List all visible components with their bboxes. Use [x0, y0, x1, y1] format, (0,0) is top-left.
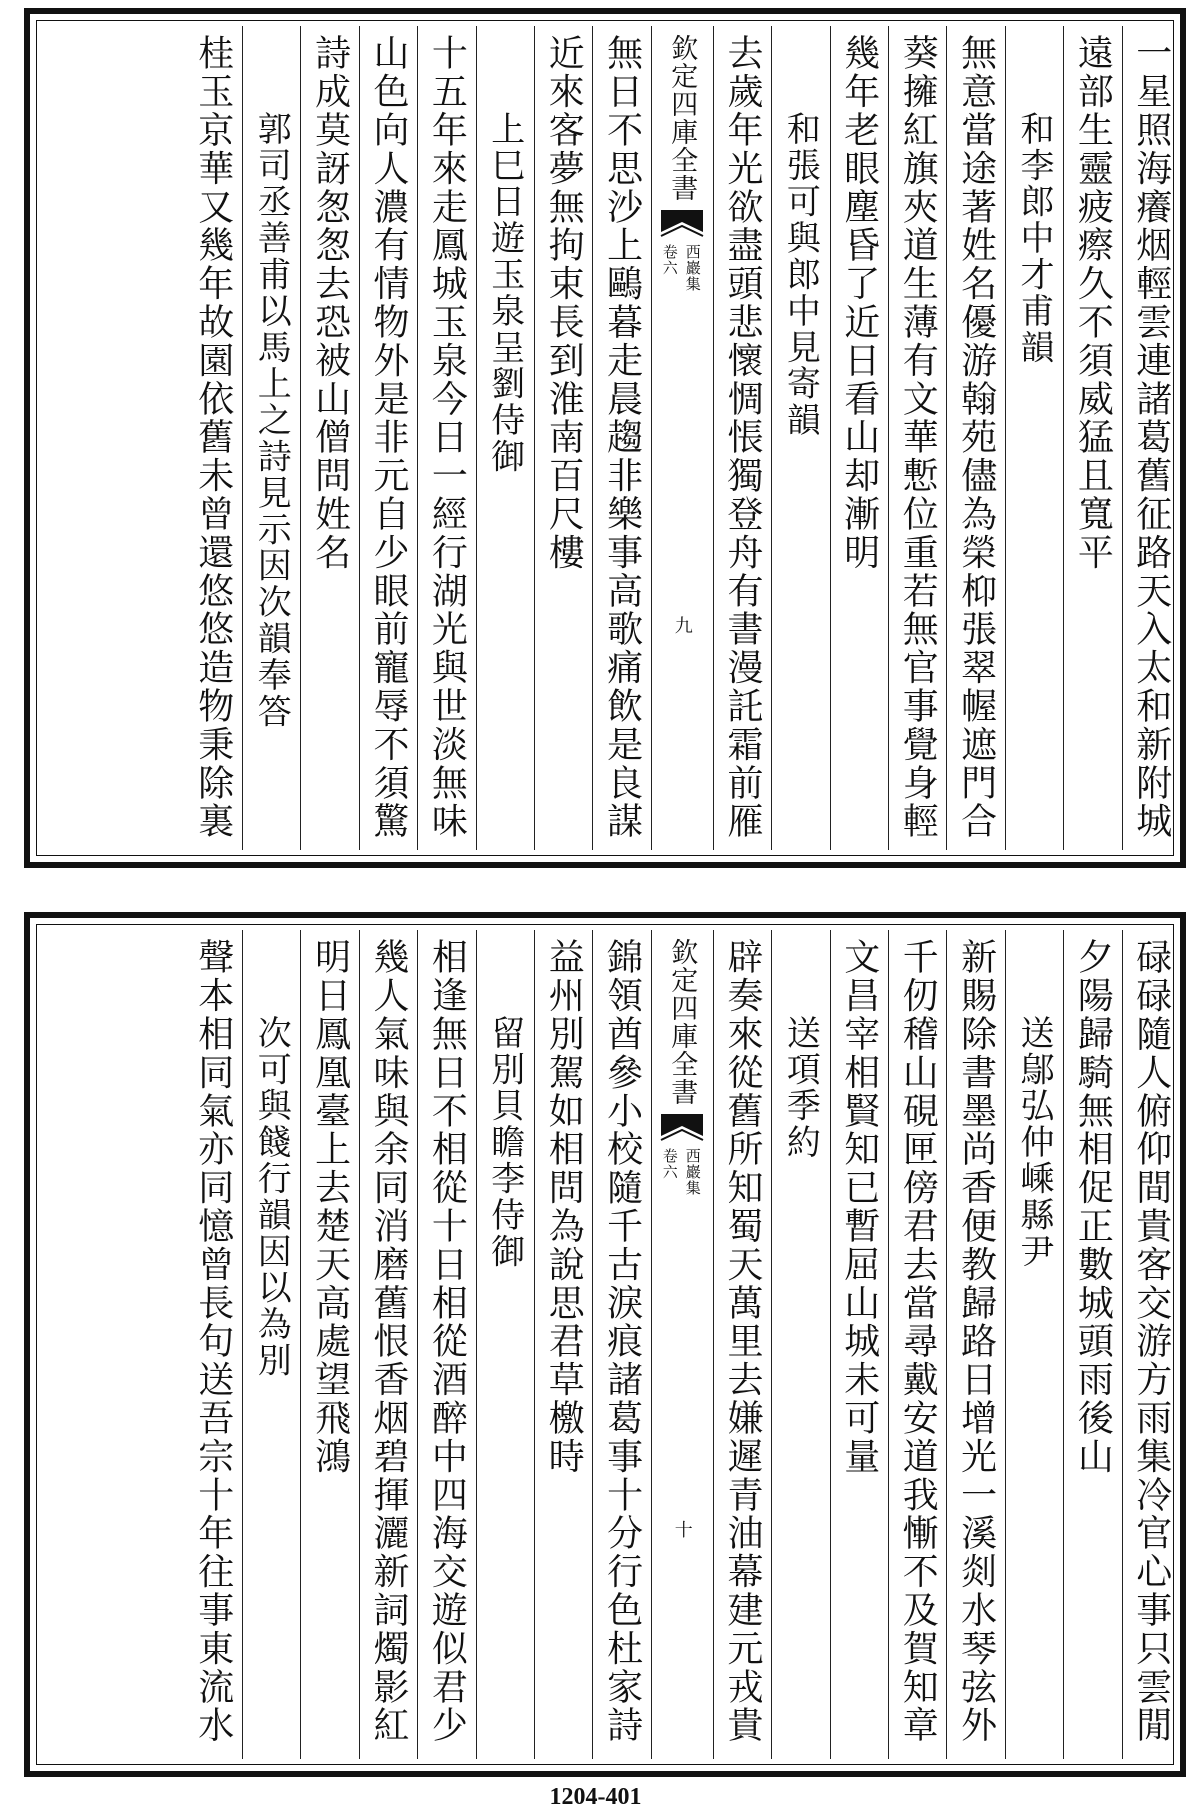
- column-rule: [359, 26, 360, 850]
- text-column-left-6: [300, 26, 358, 850]
- column-rule: [771, 26, 772, 850]
- column-rule: [830, 930, 831, 1759]
- column-rule: [771, 930, 772, 1759]
- column-rule: [534, 930, 535, 1759]
- book-title: 西巖集: [683, 1148, 702, 1196]
- text-column-right-2: [1063, 26, 1121, 850]
- column-rule: [592, 26, 593, 850]
- column-rule: [359, 930, 360, 1759]
- poem-line: 聲本相同氣亦同憶曾長句送吾宗十年往事東流水: [192, 938, 234, 1745]
- column-rule: [592, 930, 593, 1759]
- poem-line: 詩成莫訝怱怱去恐被山僧問姓名: [309, 34, 351, 572]
- poem-title: 送項季約: [780, 1014, 821, 1161]
- poem-line: 葵擁紅旗夾道生薄有文華慙位重若無官事覺身輕: [897, 34, 939, 841]
- text-column-right-4: [946, 26, 1004, 850]
- column-rule: [534, 26, 535, 850]
- fish-tail-mark-icon: [659, 1112, 705, 1142]
- text-column-left-8: [184, 26, 242, 850]
- poem-line: 無日不思沙上鷗暮走晨趨非樂事高歌痛飲是良謀: [601, 34, 643, 841]
- column-rule: [946, 930, 947, 1759]
- column-rule: [946, 26, 947, 850]
- poem-line: 千仞稽山硯匣傍君去當尋戴安道我慚不及賀知章: [897, 938, 939, 1745]
- fish-tail-mark-icon: [659, 208, 705, 238]
- poem-title: 上巳日遊玉泉呈劉侍御: [484, 110, 525, 475]
- column-rule: [1005, 930, 1006, 1759]
- column-rule: [888, 930, 889, 1759]
- text-column-left-3: [476, 26, 534, 850]
- column-rule: [651, 930, 652, 1759]
- text-column-left-5: [359, 26, 417, 850]
- poem-line: 新賜除書墨尚香便教歸路日增光一溪剡水琴弦外: [955, 938, 997, 1745]
- text-column-left-1: [592, 26, 650, 850]
- poem-line: 近來客夢無拘束長到淮南百尺樓: [543, 34, 585, 572]
- text-column-right-8: [713, 930, 771, 1759]
- poem-line: 錦領酋參小校隨千古淚痕諸葛事十分行色杜家詩: [601, 938, 643, 1745]
- column-rule: [300, 26, 301, 850]
- column-rule: [888, 26, 889, 850]
- text-column-right-5: [888, 26, 946, 850]
- page-top: [24, 8, 1186, 868]
- poem-line: 遠部生靈疲瘵久不須威猛且寬平: [1072, 34, 1114, 572]
- volume-label: 卷六: [660, 1148, 679, 1180]
- column-rule: [830, 26, 831, 850]
- column-rule: [1063, 26, 1064, 850]
- page-bottom: [24, 912, 1186, 1777]
- text-column-left-3: [476, 930, 534, 1759]
- poem-line: 十五年來走鳳城玉泉今日一經行湖光與世淡無味: [426, 34, 468, 841]
- text-column-right-2: [1063, 930, 1121, 1759]
- poem-line: 山色向人濃有情物外是非元自少眼前寵辱不須驚: [367, 34, 409, 841]
- poem-title: 和張可與郎中見寄韻: [780, 110, 821, 439]
- text-column-right-7: [771, 930, 829, 1759]
- column-rule: [1063, 930, 1064, 1759]
- text-column-right-6: [830, 26, 888, 850]
- column-rule: [713, 26, 714, 850]
- text-column-left-7: [242, 930, 300, 1759]
- poem-title: 和李郎中才甫韻: [1013, 110, 1054, 366]
- poem-line: 碌碌隨人俯仰間貴客交游方雨集冷官心事只雲閒: [1130, 938, 1172, 1745]
- column-rule: [651, 26, 652, 850]
- poem-title: 次可與餞行韻因以為別: [251, 1014, 292, 1379]
- column-rule: [476, 26, 477, 850]
- column-rule: [476, 930, 477, 1759]
- text-column-right-7: [771, 26, 829, 850]
- text-column-right-8: [713, 26, 771, 850]
- text-column-left-6: [300, 930, 358, 1759]
- text-column-right-4: [946, 930, 1004, 1759]
- text-column-left-4: [417, 26, 475, 850]
- column-rule: [1005, 26, 1006, 850]
- poem-line: 文昌宰相賢知已暫屈山城未可量: [838, 938, 880, 1476]
- poem-title: 留別貝瞻李侍御: [484, 1014, 525, 1270]
- poem-line: 夕陽歸騎無相促正數城頭雨後山: [1072, 938, 1114, 1476]
- text-column-right-6: [830, 930, 888, 1759]
- collection-title: 欽定四庫全書: [666, 938, 698, 1106]
- poem-line: 相逢無日不相從十日相從酒醉中四海交遊似君少: [426, 938, 468, 1745]
- column-rule: [300, 930, 301, 1759]
- poem-title: 郭司丞善甫以馬上之詩見示因次韻奉答: [251, 110, 292, 730]
- text-column-right-1: [1122, 26, 1180, 850]
- volume-label: 卷六: [660, 244, 679, 276]
- text-column-right-1: [1122, 930, 1180, 1759]
- collection-title: 欽定四庫全書: [666, 34, 698, 202]
- text-column-right-3: [1005, 26, 1063, 850]
- poem-line: 幾年老眼塵昏了近日看山却漸明: [838, 34, 880, 572]
- text-column-right-3: [1005, 930, 1063, 1759]
- folio-number: 十: [671, 1520, 693, 1538]
- poem-line: 益州別駕如相問為說思君草檄時: [543, 938, 585, 1476]
- text-column-left-2: [534, 930, 592, 1759]
- column-rule: [1122, 26, 1123, 850]
- column-rule: [242, 930, 243, 1759]
- text-column-left-8: [184, 930, 242, 1759]
- column-rule: [713, 930, 714, 1759]
- column-rule: [242, 26, 243, 850]
- poem-line: 桂玉京華又幾年故園依舊未曾還悠悠造物秉除裏: [192, 34, 234, 841]
- poem-line: 無意當途著姓名優游翰苑儘為榮枊張翠幄遮門合: [955, 34, 997, 841]
- text-column-left-4: [417, 930, 475, 1759]
- center-gutter: [651, 930, 713, 1759]
- text-column-left-5: [359, 930, 417, 1759]
- book-title: 西巖集: [683, 244, 702, 292]
- poem-line: 辟奏來從舊所知蜀天萬里去嫌遲青油幕建元戎貴: [721, 938, 763, 1745]
- column-rule: [417, 26, 418, 850]
- column-rule: [417, 930, 418, 1759]
- page-footer-number: 1204-401: [549, 1784, 642, 1810]
- folio-number: 九: [671, 616, 693, 634]
- poem-line: 一星照海癢烟輕雲連諸葛舊征路天入太和新附城: [1130, 34, 1172, 841]
- poem-line: 去歲年光欲盡頭悲懷惆悵獨登舟有書漫託霜前雁: [721, 34, 763, 841]
- text-column-right-5: [888, 930, 946, 1759]
- text-column-left-1: [592, 930, 650, 1759]
- text-column-left-2: [534, 26, 592, 850]
- poem-line: 幾人氣味與余同消磨舊恨香烟碧揮灑新詞燭影紅: [367, 938, 409, 1745]
- column-rule: [1122, 930, 1123, 1759]
- center-gutter: [651, 26, 713, 850]
- poem-line: 明日鳳凰臺上去楚天高處望飛鴻: [309, 938, 351, 1476]
- text-column-left-7: [242, 26, 300, 850]
- poem-title: 送鄔弘仲嵊縣尹: [1013, 1014, 1054, 1270]
